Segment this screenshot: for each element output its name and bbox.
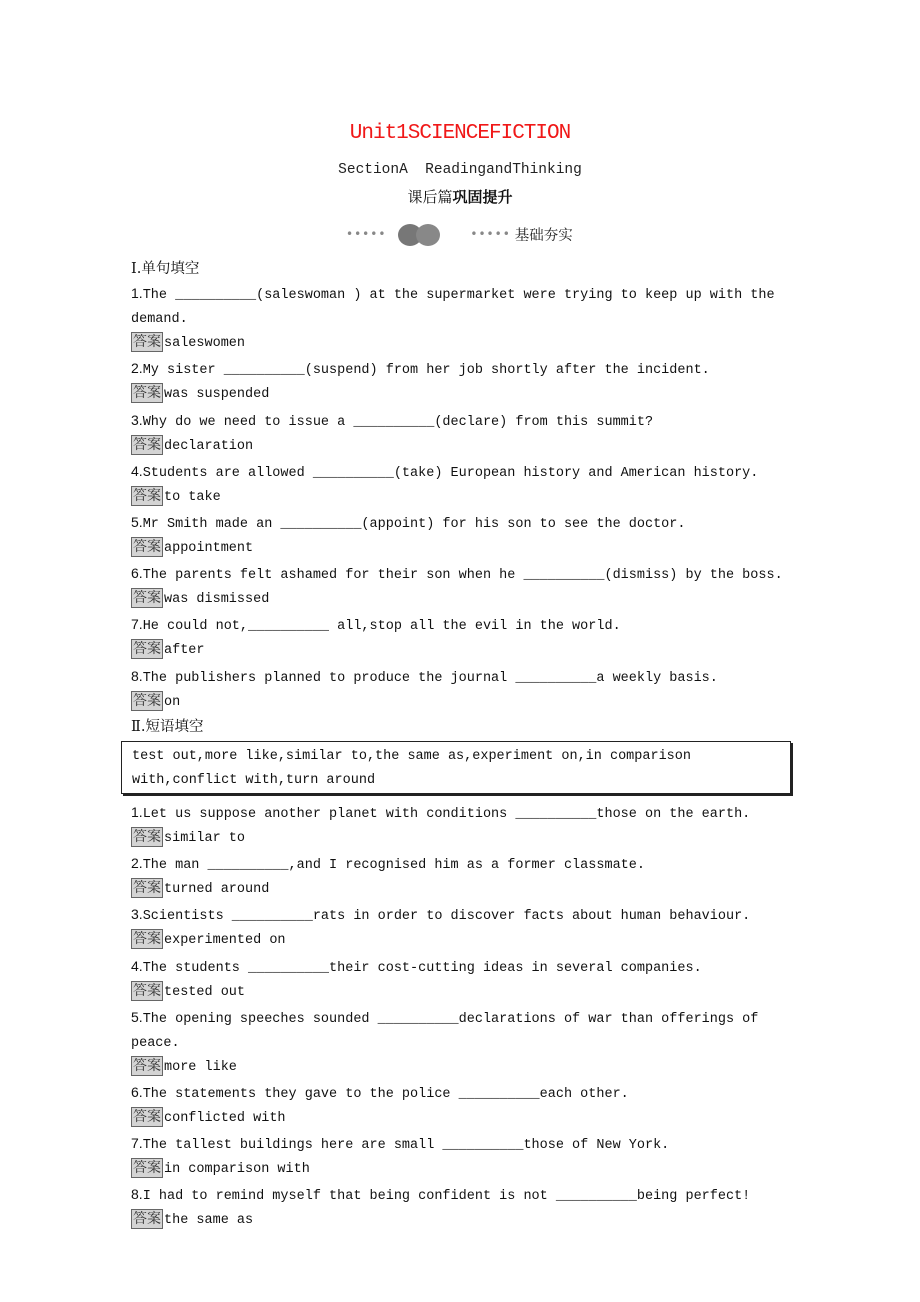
answer-line <box>131 537 793 561</box>
question-number: 6. <box>131 1084 143 1100</box>
question-number: 8. <box>131 667 143 684</box>
answer-label: 答案 <box>133 334 161 351</box>
answer-label: 答案 <box>133 880 161 897</box>
part1-items <box>131 281 793 715</box>
circles-icon <box>394 222 444 246</box>
question-number: 3. <box>131 906 143 923</box>
answer-text: appointment <box>164 541 254 557</box>
question-item <box>131 510 793 537</box>
question-text: The tallest buildings here are small __________those of New York. <box>142 1138 670 1154</box>
subsection-title <box>0 186 920 207</box>
question-item <box>131 408 793 435</box>
question-number: 2. <box>131 855 143 872</box>
question-text: The __________(saleswoman ) at the supermarket were trying to keep up with the demand. <box>131 288 775 328</box>
question-item <box>131 281 793 332</box>
answer-text: similar to <box>164 831 246 847</box>
question-text: Why do we need to issue a __________(declare) from this summit? <box>142 414 654 430</box>
question-text: The man __________,and I recognised him as a former classmate. <box>142 858 645 874</box>
dots-right: ••••• <box>470 227 511 241</box>
question-number: 2. <box>131 360 143 377</box>
question-text: Let us suppose another planet with conditions __________those on the earth. <box>142 806 751 822</box>
answer-line <box>131 435 793 459</box>
question-text: The opening speeches sounded __________declarations of war than offerings of peace. <box>131 1011 759 1051</box>
answer-line <box>131 981 793 1005</box>
question-text: The statements they gave to the police __________each other. <box>142 1087 629 1102</box>
answer-line <box>131 639 793 663</box>
question-item <box>131 356 793 383</box>
question-text: He could not,__________ all,stop all the evil in the world. <box>142 619 621 635</box>
answer-line <box>131 383 793 407</box>
subsection-prefix: 课后篇 <box>407 188 453 206</box>
question-number: 4. <box>131 957 143 974</box>
word-box: test out,more like,similar to,the same as,experiment on,in comparison with,conflict with,turn around <box>121 741 791 794</box>
question-item <box>131 664 793 691</box>
answer-text: on <box>164 694 181 710</box>
answer-label: 答案 <box>133 436 161 453</box>
answer-label: 答案 <box>133 1109 161 1126</box>
answer-label: 答案 <box>133 385 161 402</box>
answer-text: turned around <box>164 882 270 898</box>
question-item <box>131 1131 793 1158</box>
question-item <box>131 561 793 588</box>
answer-label: 答案 <box>133 931 161 948</box>
question-item <box>131 800 793 827</box>
question-text: Scientists __________rats in order to discover facts about human behaviour. <box>142 909 751 925</box>
question-item <box>131 612 793 639</box>
question-text: Students are allowed __________(take) European history and American history. <box>142 465 759 481</box>
unit-title: Unit1SCIENCEFICTION <box>349 122 571 145</box>
answer-label: 答案 <box>133 829 161 846</box>
question-number: 5. <box>131 513 143 530</box>
answer-text: conflicted with <box>164 1111 286 1127</box>
answer-text: after <box>164 643 205 659</box>
question-text: Mr Smith made an __________(appoint) for his son to see the doctor. <box>142 516 686 532</box>
answer-label: 答案 <box>133 641 161 658</box>
answer-label: 答案 <box>133 1057 161 1074</box>
question-item <box>131 1182 793 1209</box>
answer-text: was suspended <box>164 387 270 403</box>
question-number: 6. <box>131 565 143 582</box>
question-text: The publishers planned to produce the journal __________a weekly basis. <box>142 670 718 686</box>
question-text: I had to remind myself that being confident is not __________being perfect! <box>142 1189 751 1205</box>
question-text: The parents felt ashamed for their son when he __________(dismiss) by the boss. <box>142 568 783 584</box>
answer-label: 答案 <box>133 1160 161 1177</box>
banner-label: 基础夯实 <box>514 227 573 244</box>
answer-text: the same as <box>164 1213 254 1229</box>
question-number: 7. <box>131 616 143 633</box>
answer-label: 答案 <box>133 692 161 709</box>
dots-left: ••••• <box>346 227 387 241</box>
answer-label: 答案 <box>133 487 161 504</box>
part1-heading: Ⅰ.单句填空 <box>131 261 200 277</box>
answer-label: 答案 <box>133 539 161 556</box>
question-item <box>131 1005 793 1056</box>
answer-text: in comparison with <box>164 1162 310 1178</box>
question-number: 8. <box>131 1186 143 1203</box>
subsection-bold: 巩固提升 <box>452 188 513 206</box>
answer-text: to take <box>164 489 221 505</box>
answer-label: 答案 <box>133 1211 161 1228</box>
exercise-content <box>131 257 793 1234</box>
answer-line <box>131 691 793 715</box>
answer-label: 答案 <box>133 982 161 999</box>
answer-line <box>131 1158 793 1182</box>
answer-line <box>131 486 793 510</box>
answer-text: more like <box>164 1059 237 1075</box>
question-item <box>131 954 793 981</box>
answer-line <box>131 1107 793 1131</box>
question-text: The students __________their cost-cutting ideas in several companies. <box>142 960 702 976</box>
question-number: 3. <box>131 411 143 428</box>
answer-line <box>131 588 793 612</box>
answer-text: was dismissed <box>164 592 270 608</box>
answer-text: declaration <box>164 438 254 454</box>
question-item <box>131 459 793 486</box>
answer-text: experimented on <box>164 933 286 949</box>
question-number: 1. <box>131 285 143 302</box>
question-item <box>131 902 793 929</box>
answer-line <box>131 929 793 953</box>
answer-line <box>131 878 793 902</box>
answer-line <box>131 1209 793 1233</box>
answer-line <box>131 827 793 851</box>
answer-label: 答案 <box>133 590 161 607</box>
section-banner <box>346 222 573 246</box>
question-number: 4. <box>131 462 143 479</box>
answer-text: saleswomen <box>164 336 246 352</box>
question-number: 1. <box>131 803 143 820</box>
question-number: 5. <box>131 1008 143 1025</box>
question-number: 7. <box>131 1135 143 1152</box>
part2-heading: Ⅱ.短语填空 <box>131 718 204 735</box>
question-text: My sister __________(suspend) from her job shortly after the incident. <box>142 363 710 379</box>
answer-line <box>131 332 793 356</box>
question-item <box>131 1080 793 1107</box>
section-title: SectionA ReadingandThinking <box>338 162 582 178</box>
answer-line <box>131 1056 793 1080</box>
question-item <box>131 851 793 878</box>
part2-items <box>131 800 793 1234</box>
answer-text: tested out <box>164 984 246 1000</box>
